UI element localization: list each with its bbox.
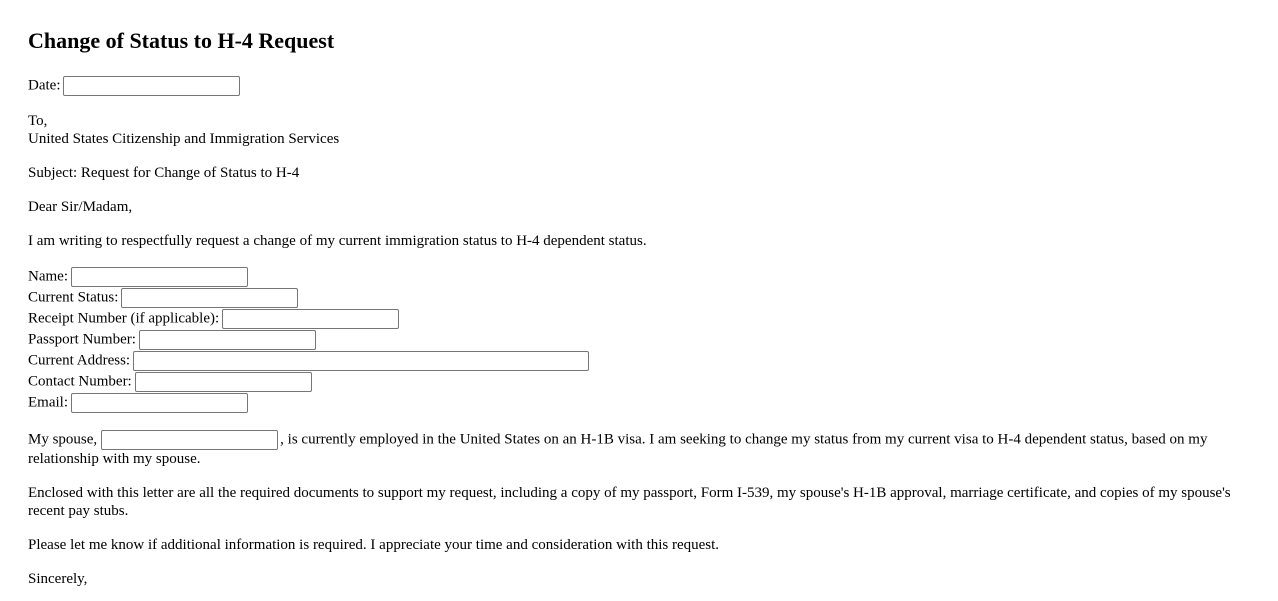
passport-number-row bbox=[28, 330, 316, 350]
contact-number-label: Contact Number: bbox=[28, 373, 132, 390]
receipt-number-row bbox=[28, 309, 399, 329]
enclosed-paragraph: Enclosed with this letter are all the required documents to support my request, including a copy of my passport, Form I-539, my spouse's H-1B approval, marriage certificate, and copies of my spouse's recent pay stubs. bbox=[28, 485, 1231, 519]
spouse-name-input[interactable] bbox=[101, 430, 278, 450]
to-label: To, bbox=[28, 113, 48, 129]
email-row bbox=[28, 393, 248, 413]
name-input[interactable] bbox=[71, 267, 248, 287]
page-title: Change of Status to H-4 Request bbox=[28, 28, 335, 53]
passport-number-label: Passport Number: bbox=[28, 331, 136, 348]
email-label: Email: bbox=[28, 394, 68, 411]
receipt-number-input[interactable] bbox=[222, 309, 399, 329]
current-address-label: Current Address: bbox=[28, 352, 131, 369]
closing-request-paragraph: Please let me know if additional information is required. I appreciate your time and consideration with this request. bbox=[28, 537, 720, 553]
current-address-row bbox=[28, 351, 589, 371]
subject-line: Subject: Request for Change of Status to H-4 bbox=[28, 165, 300, 181]
contact-number-row bbox=[28, 372, 312, 392]
current-status-input[interactable] bbox=[121, 288, 298, 308]
spouse-text-before: My spouse, bbox=[28, 431, 98, 448]
passport-number-input[interactable] bbox=[139, 330, 316, 350]
spouse-paragraph bbox=[28, 430, 1250, 468]
recipient: United States Citizenship and Immigration Services bbox=[28, 131, 340, 147]
current-status-label: Current Status: bbox=[28, 289, 119, 306]
date-input[interactable] bbox=[63, 76, 240, 96]
name-label: Name: bbox=[28, 268, 68, 285]
name-row bbox=[28, 267, 248, 287]
intro-paragraph: I am writing to respectfully request a change of my current immigration status to H-4 dependent status. bbox=[28, 233, 647, 249]
salutation: Dear Sir/Madam, bbox=[28, 199, 133, 215]
receipt-number-label: Receipt Number (if applicable): bbox=[28, 310, 220, 327]
email-input[interactable] bbox=[71, 393, 248, 413]
date-label: Date: bbox=[28, 77, 61, 94]
current-status-row bbox=[28, 288, 298, 308]
current-address-input[interactable] bbox=[133, 351, 589, 371]
contact-number-input[interactable] bbox=[135, 372, 312, 392]
date-row bbox=[28, 76, 240, 96]
spouse-text-after: , is currently employed in the United States on an H-1B visa. I am seeking to change my status from my current visa to H-4 dependent status, based on my relationship with my spouse. bbox=[28, 431, 1208, 467]
signoff: Sincerely, bbox=[28, 571, 88, 587]
